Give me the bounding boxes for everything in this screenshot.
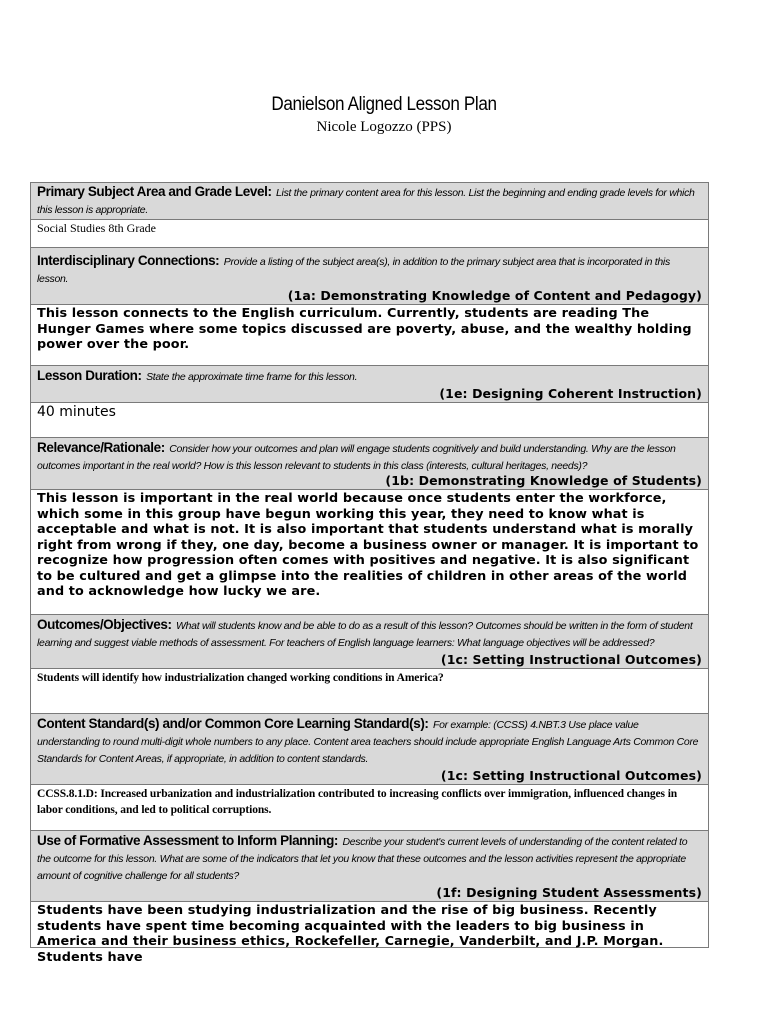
author-name: Nicole Logozzo (PPS) — [316, 119, 452, 135]
formative-label: Use of Formative Assessment to Inform Planning: — [37, 833, 339, 848]
interdisciplinary-domain: (1a: Demonstrating Knowledge of Content and Pedagogy) — [287, 288, 702, 303]
outcomes-label: Outcomes/Objectives: — [37, 617, 172, 632]
formative-domain: (1f: Designing Student Assessments) — [436, 885, 702, 900]
primary-subject-description: List the primary content area for this lesson. List the beginning and ending grade levels for which this lesson is appropriate. — [37, 187, 695, 216]
outcomes-response: Students will identify how industrialization changed working conditions in America? — [31, 669, 708, 714]
page-title: Danielson Aligned Lesson Plan — [271, 94, 497, 115]
primary-subject-response: Social Studies 8th Grade — [31, 220, 708, 248]
formative-response: Students have been studying industrialization and the rise of big business. Recently students have spent time becoming acquainted with the leaders to big business in America and their business ethics, Rockefeller, Carnegie, Vanderbilt, and J.P. Morgan. Students have — [31, 902, 708, 948]
relevance-label: Relevance/Rationale: — [37, 440, 165, 455]
relevance-header — [31, 438, 708, 490]
duration-header — [31, 366, 708, 403]
standards-domain: (1c: Setting Instructional Outcomes) — [440, 768, 702, 783]
outcomes-domain: (1c: Setting Instructional Outcomes) — [440, 652, 702, 667]
interdisciplinary-header — [31, 248, 708, 305]
relevance-description: Consider how your outcomes and plan will engage students cognitively and build understanding. Why are the lesson outcomes important in the real world? How is this lesson relevant to students in this class (interests, cultural heritages, needs)? — [37, 443, 676, 472]
outcomes-description: What will students know and be able to do as a result of this lesson? Outcomes should be written in the form of student learning and suggest viable methods of assessment. For teachers of English language learners: What language objectives will be addressed? — [37, 620, 693, 649]
outcomes-header — [31, 615, 708, 669]
interdisciplinary-label: Interdisciplinary Connections: — [37, 253, 220, 268]
primary-subject-label: Primary Subject Area and Grade Level: — [37, 184, 272, 199]
primary-subject-header — [31, 183, 708, 220]
duration-response: 40 minutes — [31, 403, 708, 438]
lesson-plan-table — [30, 182, 709, 965]
formative-description: Describe your student's current levels of understanding of the content related to the outcome for this lesson. What are some of the indicators that let you know that these outcomes and the lesson activities represent the appropriate amount of cognitive challenge for all students? — [37, 836, 688, 882]
standards-header — [31, 714, 708, 785]
duration-domain: (1e: Designing Coherent Instruction) — [439, 386, 702, 401]
relevance-response: This lesson is important in the real world because once students enter the workforce, which some in this group have begun working this year, they need to know what is acceptable and what is not. It is also important that students understand what is morally right from wrong if they, one day, become a business owner or manager. It is important to recognize how progression often comes with positives and negative. It is also significant to be cultured and get a glimpse into the realities of children in other areas of the world and to acknowledge how lucky we are. — [31, 490, 708, 615]
duration-description: State the approximate time frame for this lesson. — [146, 371, 358, 383]
formative-header — [31, 831, 708, 902]
standards-description: For example: (CCSS) 4.NBT.3 Use place value understanding to round multi-digit whole numbers to any place. Content area teachers should include appropriate English Language Arts Common Core Standards for Content Areas, if appropriate, in addition to content standards. — [37, 719, 699, 765]
standards-label: Content Standard(s) and/or Common Core Learning Standard(s): — [37, 716, 429, 731]
duration-label: Lesson Duration: — [37, 368, 142, 383]
interdisciplinary-response: This lesson connects to the English curriculum. Currently, students are reading The Hunger Games where some topics discussed are poverty, abuse, and the wealthy holding power over the poor. — [31, 305, 708, 366]
relevance-domain: (1b: Demonstrating Knowledge of Students) — [385, 473, 702, 488]
standards-response: CCSS.8.1.D: Increased urbanization and industrialization contributed to increasing conflicts over immigration, influenced changes in labor conditions, and led to political corruptions. — [31, 785, 708, 831]
interdisciplinary-description: Provide a listing of the subject area(s), in addition to the primary subject area that is incorporated in this lesson. — [37, 256, 670, 285]
